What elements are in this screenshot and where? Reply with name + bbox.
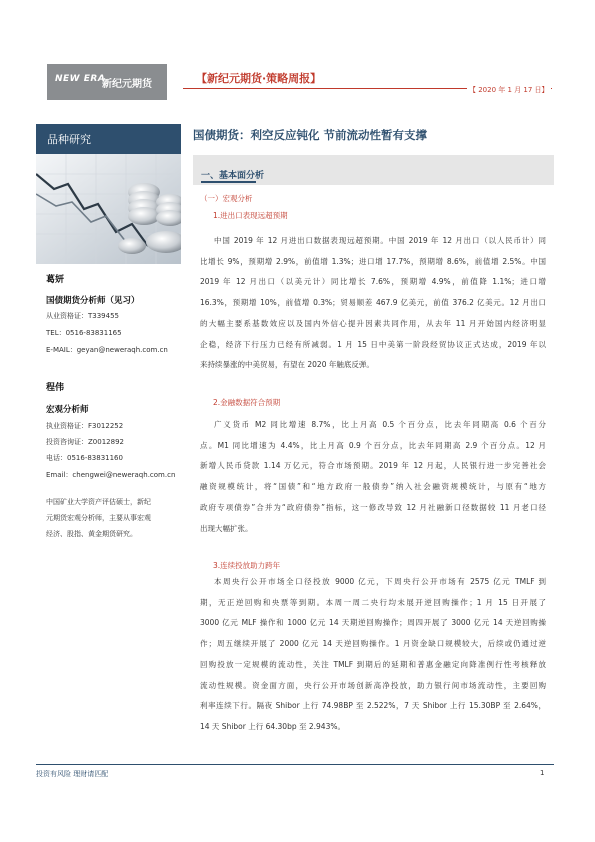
author-2-title: 宏观分析师 <box>46 405 89 415</box>
sidebar-section-label <box>36 124 181 154</box>
company-logo <box>47 64 167 100</box>
paragraph-line: 回购投放一定规模的流动性，关注 TMLF 到期后的延期和普惠金融定向降准例行性考核释放 <box>200 659 546 669</box>
paragraph-line: 14 天 Shibor 上行 64.30bp 至 2.943%。 <box>200 721 345 731</box>
item-heading: 2.金融数据符合预期 <box>213 398 281 407</box>
paragraph-line: 作；周五继续开展了 2000 亿元 14 天逆回购操作。1 月资金缺口规模较大，后续或仍通过逆 <box>200 639 546 649</box>
paragraph-line: 中国 2019 年 12 月进出口数据表现远超预期。中国 2019 年 12 月出口（以人民币计）同 <box>214 236 546 245</box>
footer-disclaimer: 投资有风险 理财请匹配 <box>36 770 109 778</box>
item-heading: 1.进出口表现远超预期 <box>213 211 288 220</box>
subsection-heading: （一）宏观分析 <box>200 194 253 203</box>
author-2-bio-line: 经济、股指、黄金期货研究。 <box>46 530 137 538</box>
paragraph-line: 融资规模统计，将“国债”和“地方政府一般债券”纳入社会融资规模统计，与原有“地方 <box>200 482 546 492</box>
paragraph-line: 点。M1 同比增速为 4.4%，比上月高 0.9 个百分点，比去年同期高 2.9 个百分点。12 月 <box>200 440 546 450</box>
author-1-email: E-MAIL：geyan@neweraqh.com.cn <box>46 346 168 354</box>
author-2-bio-line: 元期货宏观分析师，主要从事宏观 <box>46 514 151 522</box>
logo-name: 新纪元期货 <box>102 79 152 90</box>
paragraph-line: 利率连续下行。隔夜 Shibor 上行 74.98BP 至 2.522%，7 天 Shibor 上行 15.30BP 至 2.64%， <box>200 701 546 711</box>
paragraph-finance <box>200 415 546 539</box>
author-1-cert: 从业资格证：T339455 <box>46 312 119 320</box>
logo-mark: NEW ERA <box>55 74 106 84</box>
author-1-tel: TEL：0516-83831165 <box>46 329 122 337</box>
author-2-bio-line: 中国矿业大学资产评估硕士，新纪 <box>46 498 151 506</box>
coins-chart-photo <box>36 154 181 264</box>
sidebar-section-text: 品种研究 <box>47 133 91 146</box>
paragraph-line: 3000 亿元 MLF 操作和 1000 亿元 14 天期逆回购操作；周四开展了 3000 亿元 14 天逆回购操 <box>200 618 546 628</box>
paragraph-line: 企稳，经济下行压力已经有所减弱。1 月 15 日中美第一阶段经贸协议正式达成，2019 年以 <box>200 339 546 349</box>
report-date: 【 2020 年 1 月 17 日】 <box>469 86 549 94</box>
section-underline <box>201 181 256 183</box>
paragraph-line: 比增长 9%，预期增 2.9%，前值增 1.3%；进口增 17.7%，预期增 8.6%，前值增 2.5%。中国 <box>200 256 546 266</box>
paragraph-line: 广义货币 M2 同比增速 8.7%，比上月高 0.5 个百分点，比去年同期高 0.6 个百分 <box>214 420 546 429</box>
report-title: 国债期货：利空反应钝化 节前流动性暂有支撑 <box>193 128 428 142</box>
paragraph-line: 流动性规模。资金面方面，央行公开市场创新高净投放，助力银行间市场流动性，主要回购 <box>200 680 546 690</box>
author-2-cert: 执业资格证：F3012252 <box>46 422 124 430</box>
paragraph-liquidity <box>200 572 546 738</box>
paragraph-line: 来持续暴涨的中美贸易，有望在 2020 年触底反弹。 <box>200 360 374 370</box>
paragraph-line: 政府专项债券”合并为“政府债券”指标，这一修改导致 12 月社融新口径数据较 11 月老口径 <box>200 502 546 512</box>
paragraph-line: 16.3%，预期增 10%，前值增 0.3%；贸易顺差 467.9 亿美元，前值 376.2 亿美元。12 月出口 <box>200 298 546 308</box>
page-number: 1 <box>540 769 545 777</box>
item-heading: 3.连续投放助力跨年 <box>213 561 281 570</box>
paragraph-line: 新增人民币贷款 1.14 万亿元，符合市场预期。2019 年 12 月起，人民银行进一步完善社会 <box>200 461 546 471</box>
paragraph-line: 的大幅主要系基数效应以及国内外信心提升因素共同作用，从去年 11 月开始国内经济明显 <box>200 318 546 328</box>
footer-divider <box>36 764 554 765</box>
author-1-title: 国债期货分析师（见习） <box>46 296 140 306</box>
section-heading <box>193 155 554 185</box>
section-heading-text: 一、基本面分析 <box>201 171 265 181</box>
author-2-name: 程伟 <box>46 383 65 393</box>
paragraph-line: 期，无正逆回购和央票等到期。本周一周二央行均未展开逆回购操作；1 月 15 日开展了 <box>200 597 546 607</box>
paragraph-line: 出现大幅扩张。 <box>200 523 253 533</box>
author-2-invest: 投资咨询证：Z0012892 <box>46 438 124 446</box>
paragraph-line: 2019 年 12 月出口（以美元计）同比增长 7.6%，预期增 4.9%，前值降 1.1%；进口增 <box>200 277 546 287</box>
author-2-email: Email：chengwei@neweraqh.com.cn <box>46 471 176 479</box>
author-1-name: 葛妍 <box>46 275 65 285</box>
paragraph-line: 本周央行公开市场全口径投放 9000 亿元，下周央行公开市场有 2575 亿元 TMLF 到 <box>214 577 546 586</box>
author-2-tel: 电话：0516-83831160 <box>46 454 123 462</box>
report-name: 【新纪元期货·策略周报】 <box>196 72 322 85</box>
paragraph-trade <box>200 231 546 376</box>
